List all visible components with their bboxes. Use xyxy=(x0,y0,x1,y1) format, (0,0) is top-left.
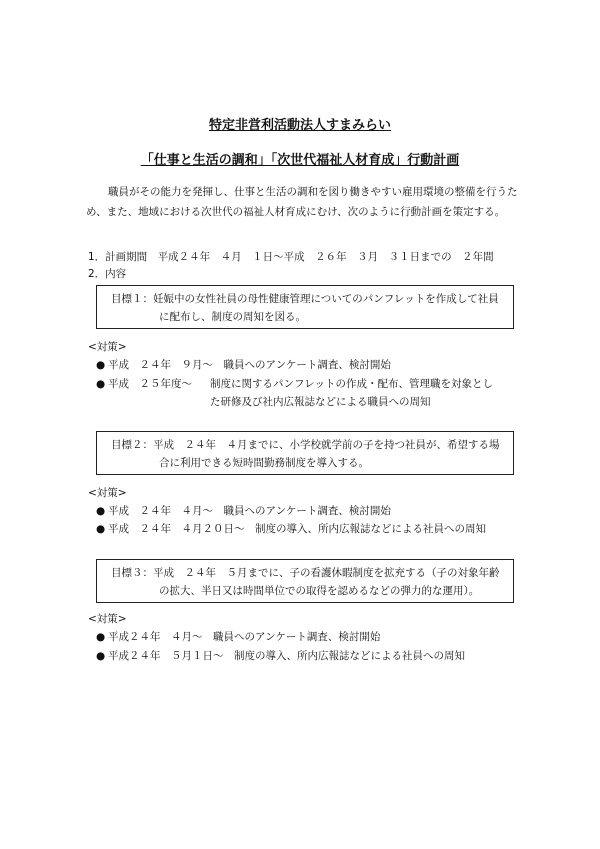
measure-text: 職員へのアンケート調査、検討開始 xyxy=(213,631,381,643)
measure-1-2 xyxy=(96,376,493,391)
document-subtitle: 「仕事と生活の調和」「次世代福祉人材育成」行動計画 xyxy=(140,153,460,168)
contents-label: 2．内容 xyxy=(88,268,127,280)
bullet-icon: ● xyxy=(96,505,106,517)
measure-text: 制度に関するパンフレットの作成・配布、管理職を対象とし xyxy=(210,378,493,390)
intro-paragraph: 職員がその能力を発揮し、仕事と生活の調和を図り働きやすい雇用環境の整備を行うため、また、地域における次世代の福祉人材育成にむけ、次のように行動計画を策定する。 xyxy=(86,186,518,218)
bullet-icon: ● xyxy=(96,650,106,662)
goal-3-text: 目標３：平成 ２４年 ５月までに、子の看護休暇制度を拡充する（子の対象年齢 xyxy=(111,567,500,579)
measure-text: 職員へのアンケート調査、検討開始 xyxy=(223,505,391,517)
measures-label-1: <対策> xyxy=(88,341,127,353)
goal-1-text-cont: に配布し、制度の周知を図る。 xyxy=(159,311,306,323)
measures-label-3: <対策> xyxy=(88,613,127,625)
goal-1-text: 目標１：妊娠中の女性社員の母性健康管理についてのパンフレットを作成して社員 xyxy=(111,293,499,305)
measure-date: 平成 ２４年 ４月～ xyxy=(108,505,213,517)
goal-2-text-cont: 合に利用できる短時間勤務制度を導入する。 xyxy=(159,457,369,469)
measure-date: 平成２４年 ４月～ xyxy=(108,631,203,643)
goal-1-box xyxy=(96,285,514,329)
measure-date: 平成 ２５年度～ xyxy=(108,378,192,390)
bullet-icon: ● xyxy=(96,359,106,371)
goal-2-text: 目標２：平成 ２４年 ４月までに、小学校就学前の子を持つ社員が、希望する場 xyxy=(111,439,500,451)
measure-text: 制度の導入、所内広報誌などによる社員への周知 xyxy=(255,523,486,535)
bullet-icon: ● xyxy=(96,378,106,390)
measure-3-2 xyxy=(96,648,465,663)
bullet-icon: ● xyxy=(96,523,106,535)
measure-date: 平成 ２４年 ４月２０日～ xyxy=(108,523,245,535)
goal-3-box xyxy=(96,559,514,603)
measure-1-2-cont: た研修及び社内広報誌などによる職員への周知 xyxy=(210,396,431,408)
measure-1-1 xyxy=(96,357,391,372)
document-title: 特定非営利活動法人すまみらい xyxy=(208,118,391,133)
measure-3-1 xyxy=(96,629,380,644)
measure-2-1 xyxy=(96,503,391,518)
measure-text: 制度の導入、所内広報誌などによる社員への周知 xyxy=(234,650,465,662)
measure-text: 職員へのアンケート調査、検討開始 xyxy=(223,359,391,371)
measure-2-2 xyxy=(96,521,486,536)
goal-3-text-cont: の拡大、半日又は時間単位での取得を認めるなどの弾力的な運用）。 xyxy=(159,585,480,597)
measure-date: 平成 ２４年 ９月～ xyxy=(108,359,213,371)
goal-2-box xyxy=(96,431,514,475)
measures-label-2: <対策> xyxy=(88,487,127,499)
plan-period: 1．計画期間 平成２４年 ４月 １日～平成 ２６年 ３月 ３１日までの ２年間 xyxy=(88,251,494,263)
measure-date: 平成２４年 ５月１日～ xyxy=(108,650,224,662)
bullet-icon: ● xyxy=(96,631,106,643)
